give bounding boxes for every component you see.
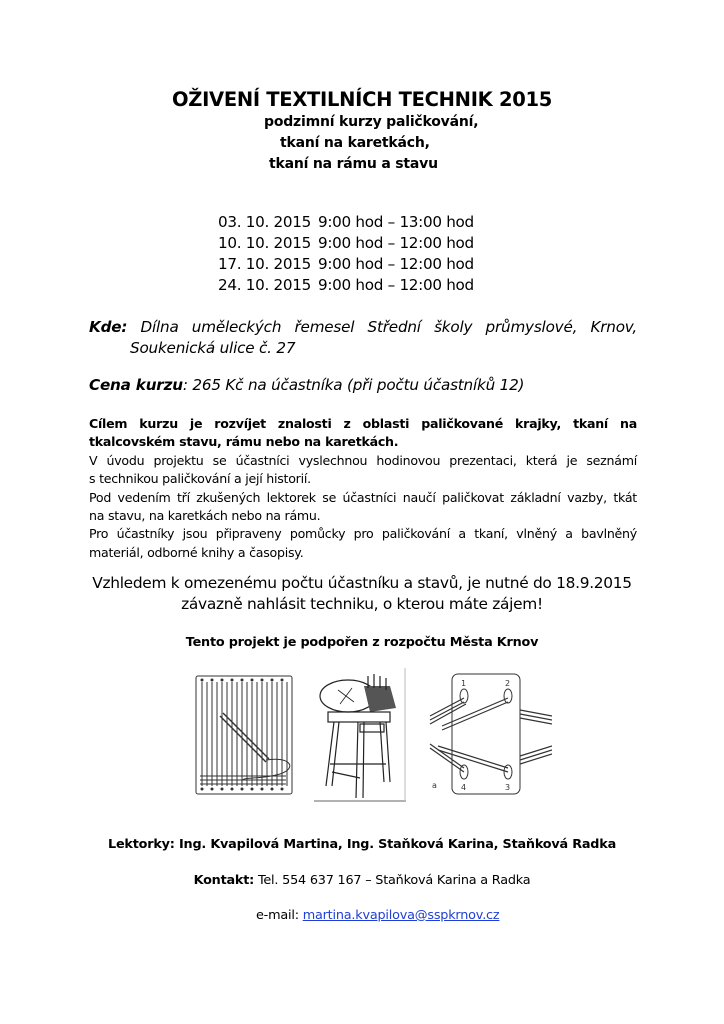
location-label: Kde:: [89, 318, 128, 336]
notice-line-1: Vzhledem k omezenému počtu účastníku a stavů, je nutné do 18.9.2015: [92, 574, 632, 592]
subtitle-1: podzimní kurzy paličkování,: [264, 114, 479, 130]
registration-notice: [0, 573, 724, 615]
schedule-time: 9:00 hod – 12:00 hod: [318, 276, 474, 294]
schedule-time: 9:00 hod – 12:00 hod: [318, 234, 474, 252]
course-description: [89, 415, 637, 562]
description-bold-line: tkalcovském stavu, rámu nebo na karetkách.: [89, 434, 399, 450]
price: [89, 376, 524, 394]
schedule-row: [218, 212, 474, 233]
email-label: e-mail:: [256, 908, 303, 923]
page-title: OŽIVENÍ TEXTILNÍCH TECHNIK 2015: [171, 88, 553, 111]
price-label: Cena kurzu: [89, 376, 183, 394]
weaving-card: [452, 674, 520, 794]
card-hole-label: 1: [461, 679, 467, 688]
schedule-time: 9:00 hod – 12:00 hod: [318, 255, 474, 273]
figure-label: a: [432, 781, 437, 790]
email-line: [256, 908, 499, 923]
lace-pillow-stand-illustration: [314, 668, 406, 802]
schedule-date: 24. 10. 2015: [218, 276, 312, 294]
tablet-weaving-card-illustration: [428, 668, 552, 802]
lecturers: Lektorky: Ing. Kvapilová Martina, Ing. Staňková Karina, Staňková Radka: [107, 837, 617, 852]
contact-phone: Tel. 554 637 167 – Staňková Karina a Radka: [254, 873, 531, 888]
location: [89, 317, 637, 359]
description-line: V úvodu projektu se účastníci vyslechnou hodinovou prezentaci, která je seznámí: [89, 452, 637, 468]
subtitle-2: tkaní na karetkách,: [280, 135, 430, 151]
schedule-date: 10. 10. 2015: [218, 234, 312, 252]
schedule: [218, 212, 474, 296]
schedule-row: [218, 254, 474, 275]
description-line: Pod vedením tří zkušených lektorek se účastníci naučí paličkovat základní vazby, tkát: [89, 489, 637, 505]
schedule-time: 9:00 hod – 13:00 hod: [318, 213, 474, 231]
schedule-date: 17. 10. 2015: [218, 255, 312, 273]
description-line: Pro účastníky jsou připraveny pomůcky pro paličkování a tkaní, vlněný a bavlněný: [89, 526, 637, 542]
location-address: Dílna uměleckých řemesel Střední školy průmyslové, Krnov,: [140, 318, 637, 336]
price-text: : 265 Kč na účastníka (při počtu účastníků 12): [182, 376, 525, 394]
description-bold-line: Cílem kurzu je rozvíjet znalosti z oblasti paličkované krajky, tkaní na: [89, 416, 637, 431]
schedule-row: [218, 275, 474, 296]
card-hole-label: 3: [505, 783, 511, 792]
schedule-date: 03. 10. 2015: [218, 213, 312, 231]
email-link[interactable]: martina.kvapilova@sspkrnov.cz: [302, 908, 500, 923]
card-hole-label: 2: [505, 679, 511, 688]
schedule-row: [218, 233, 474, 254]
card-hole-label: 4: [461, 783, 467, 792]
description-line: materiál, odborné knihy a časopisy.: [89, 544, 304, 560]
contact: [0, 873, 724, 888]
support-statement: Tento projekt je podpořen z rozpočtu Města Krnov: [185, 635, 539, 650]
location-line-1: [89, 317, 637, 338]
description-line: na stavu, na karetkách nebo na rámu.: [89, 508, 321, 524]
description-line: s technikou paličkování a její historií.: [89, 471, 311, 487]
contact-label: Kontakt:: [193, 873, 255, 888]
subtitle-3: tkaní na rámu a stavu: [269, 156, 438, 172]
location-line-2: Soukenická ulice č. 27: [130, 339, 296, 357]
notice-line-2: závazně nahlásit techniku, o kterou máte zájem!: [181, 595, 543, 613]
frame-loom-illustration: [190, 668, 300, 802]
